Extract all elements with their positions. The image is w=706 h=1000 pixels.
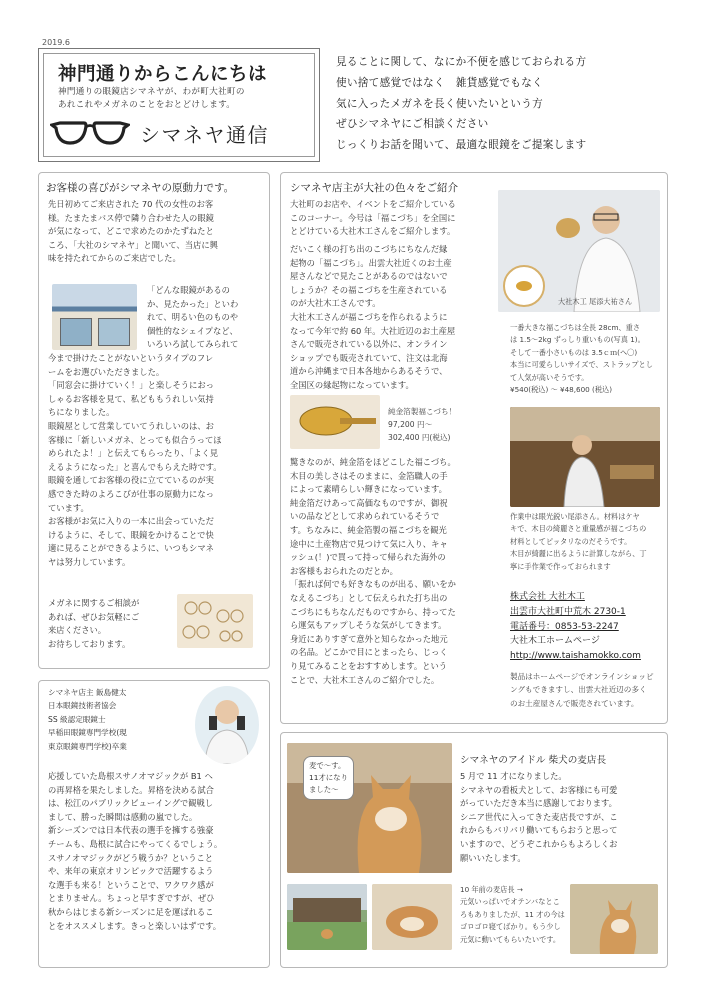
company-info bbox=[510, 590, 641, 664]
masthead-subtitle: 神門通りの眼鏡店シマネヤが、わが町大社町の あれこれやメガネのことをおとどけします。 bbox=[58, 87, 245, 110]
local-feature-body2: 驚きなのが、純金箔をほどこした福こづち。 木目の美しさはそのままに、金箔職人の手 によって素晴らしい輝きになっています。 純金箔だけあって高価なものですが、御祝 いの品などとして求められているそうで す。ちなみに、純金箔製の福こづちを観光 途中に土産物店で見つけて気に入り、キャ ッシュ(！)で買って持って帰られた海外の お客様もおられたのだとか。 「振れば何でも好きなものが出る、願いをか なえるこづち」として伝えられた打ち出の こづちにもちなんだものですから、持ってた ら運気もアップしそうな気がしてきます。 身近にありすぎて意外と知らなかった地元 の名品。どこかで目にとまったら、じっく り見てみることをおすすめします。という ことで、大社木工さんのご紹介でした。 bbox=[290, 457, 456, 685]
idol-dog-body: 5 月で 11 才になりました。 シマネヤの看板犬として、お客様にも可愛 がっていただき本当に感謝しております。 シニア世代に入ってきた麦店長ですが、こ れからもバリバリ働いてもらおうと思って いますので、どうぞこれからもよろしくお 願いいたします。 bbox=[460, 771, 618, 863]
craftsman-caption: 大社木工 尾添大祐さん bbox=[558, 297, 633, 306]
company-phone: 電話番号：0853-53-2247 bbox=[510, 621, 619, 632]
puppy-caption: 10 年前の麦店長 → 元気いっぱいでオテンバなとこ ろもありましたが、11 才の今は ゴロゴロ寝てばかり。もう少し 元気に動いてもらいたいです。 bbox=[460, 885, 565, 944]
glasses-icon bbox=[50, 119, 130, 147]
puppy-photo bbox=[372, 884, 452, 950]
young-dog-photo bbox=[570, 884, 658, 954]
workshop-photo bbox=[510, 407, 660, 507]
old-house-photo bbox=[287, 884, 367, 950]
local-feature-heading: シマネヤ店主が大社の色々をご紹介 bbox=[290, 182, 458, 194]
customer-joy-beside-photo: 「どんな眼鏡があるの か、見たかった」といわ れて、明るい色のものや 個性的なシェイプなど、 いろいろ試してみられて bbox=[147, 285, 239, 350]
customer-joy-closing: メガネに関するご相談が あれば、ぜひお気軽にご 来店ください。 お待ちしております。 bbox=[48, 598, 140, 649]
company-url-link[interactable]: http://www.taishamokko.com bbox=[510, 651, 641, 662]
dog-speech-bubble: 麦で～す。 11才になり ました～ bbox=[303, 756, 354, 800]
owner-profile: シマネヤ店主 飯島健太 日本眼鏡技術者協会 SS 級認定眼鏡士 早稲田眼鏡専門学校(現 東京眼鏡専門学校)卒業 bbox=[48, 688, 127, 751]
newsletter-name: シマネヤ通信 bbox=[140, 123, 269, 147]
local-feature-body1: だいこく様の打ち出のこづちにちなんだ縁 起物の「福こづち」。出雲大社近くのお土産 屋さんなどで見たことがあるのではないで しょうか？その福こづちを生産されている のが大社木工さんです。 大社木工さんが福こづちを作られるように なって今年で約 60 年。大社近辺のお土産屋 さんで販売されている以外に、オンライン ショップでも販売されていて、注文は北海 道から沖縄まで日本各地からあるそうで、 全国区の縁起物になっています。 bbox=[290, 244, 456, 390]
local-feature-intro: 大社町のお店や、イベントをご紹介している このコーナー。今号は「福こづち」を全国に とどけている大社木工さんをご紹介します。 bbox=[290, 199, 456, 237]
storefront-photo bbox=[52, 284, 137, 350]
customer-joy-intro: 先日初めてご来店された 70 代の女性のお客 様。たまたまバス停で隣り合わせた人の眼鏡 が気になって、どこで求めたのかたずねたと ころ、「大社のシマネヤ」と聞いて、当店に興 味を持たれてからのご来店でした。 bbox=[48, 199, 218, 264]
craftsman-photo bbox=[498, 190, 660, 312]
gold-mallet-photo bbox=[290, 395, 380, 449]
shop-message: 見ることに関して、なにか不便を感じておられる方 使い捨て感覚ではなく 雑貨感覚でもなく 気に入ったメガネを長く使いたいという方 ぜひシマネヤにご相談ください じっくりお話を聞いて、最適な眼鏡をご提案します bbox=[336, 56, 587, 152]
gold-mallet-caption: 純金箔製福こづち！ 97,200 円～ 302,400 円(税込) bbox=[388, 407, 457, 442]
company-address: 出雲市大社町中荒木 2730-1 bbox=[510, 606, 626, 617]
masthead-title: 神門通りからこんにちは bbox=[58, 64, 268, 85]
idol-dog-heading: シマネヤのアイドル 柴犬の麦店長 bbox=[460, 755, 607, 766]
company-site-label: 大社木工ホームページ bbox=[510, 636, 600, 647]
customer-joy-heading: お客様の喜びがシマネヤの原動力です。 bbox=[46, 182, 235, 194]
owner-column-body: 応援していた島根スサノオマジックが B1 へ の再昇格を果たしました。昇格を決める試合 は、松江のパブリックビューイングで観戦し まして、勝った瞬間は感動の嵐でした。 新シーズンでは日本代表の選手を擁する強豪 チームも、島根に試合にやってくるでしょう。 スサノオマジックがどう戦うか？ということ や、来年の東京オリンピックで活躍するよう な選手も来る！ということで、ワクワク感が とまりません。ちょっと早すぎですが、ぜひ 秋からはじまる新シーズンに足を運ばれるこ とをオススメします。きっと楽しいはずです。 bbox=[48, 771, 223, 931]
owner-portrait bbox=[195, 686, 259, 764]
mallet-size-caption: 一番大きな福こづちは全長 28cm、重さ は 1.5～2kg ずっしり重いもの(写真 1)。 そして一番小さいものは 3.5ｃｍ(へ〇) 本当に可愛らしいサイズで、ストラップとし て人気が高いそうです。 ¥540(税込) ～ ¥48,600 (税込) bbox=[510, 323, 653, 395]
issue-date: 2019.6 bbox=[42, 38, 70, 47]
workshop-caption: 作業中は眼光鋭い尾添さん。材料はケヤ キで、木目の綺麗さと重量感が福こづちの 材料としてピッタリなのだそうです。 木目が綺麗に出るように計算しながら、丁 寧に手作業で作っておられます bbox=[510, 512, 647, 571]
company-note: 製品はホームページでオンラインショッピ ングもできますし、出雲大社近辺の多く のお土産屋さんで販売されています。 bbox=[510, 672, 654, 708]
glasses-display-photo bbox=[177, 594, 253, 648]
customer-joy-body: 今まで掛けたことがないというタイプのフレ ームをお選びいただきました。 「同窓会に掛けていく！」と楽しそうにおっ しゃるお客様を見て、私どももうれしい気持 ちになりました。 眼鏡屋として営業していてうれしいのは、お 客様に「新しいメガネ、とっても似合うってほ められたよ！」と伝えてもらったり、「よく見 えるようになった」と喜んでもらえた時です。 眼鏡を通してお客様の役に立てているのが実 感できた時のよろこびが仕事の原動力になっ ています。 お客様がお気に入りの一本に出会っていただ けるように、そして、眼鏡をかけることで快 適に見ることができるように、いつもシマネ ヤは努力しています。 bbox=[48, 353, 222, 567]
company-name: 株式会社 大社木工 bbox=[510, 592, 585, 602]
